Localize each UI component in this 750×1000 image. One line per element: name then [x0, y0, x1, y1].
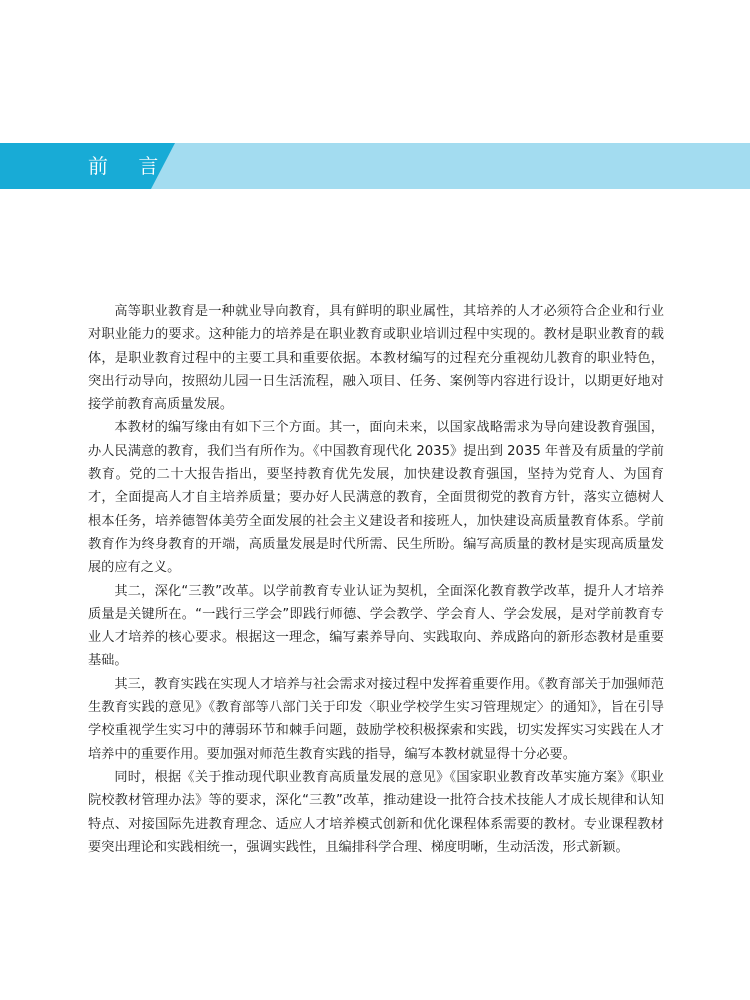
page-title: 前 言: [88, 154, 171, 178]
preface-body: [88, 300, 664, 859]
paragraph-3: 其二，深化“三教”改革。以学前教育专业认证为契机，全面深化教育教学改革，提升人才培养质量是关键所在。“一践行三学会”即践行师德、学会教学、学会育人、学会发展，是对学前教育专业人才培养的核心要求。根据这一理念，编写素养导向、实践取向、养成路向的新形态教材是重要基础。: [88, 583, 664, 669]
paragraph-4: 其三，教育实践在实现人才培养与社会需求对接过程中发挥着重要作用。《教育部关于加强师范生教育实践的意见》《教育部等八部门关于印发〈职业学校学生实习管理规定〉的通知》，旨在引导学校重视学生实习中的薄弱环节和棘手问题，鼓励学校积极探索和实践，切实发挥实习实践在人才培养中的重要作用。要加强对师范生教育实践的指导，编写本教材就显得十分必要。: [88, 676, 664, 762]
paragraph-2: 本教材的编写缘由有如下三个方面。其一，面向未来，以国家战略需求为导向建设教育强国，办人民满意的教育，我们当有所作为。《中国教育现代化 2035》提出到 2035 年普及有质量的学前教育。党的二十大报告指出，要坚持教育优先发展，加快建设教育强国，坚持为党育人、为国育才，全面提高人才自主培养质量；要办好人民满意的教育，全面贯彻党的教育方针，落实立德树人根本任务，培养德智体美劳全面发展的社会主义建设者和接班人，加快建设高质量教育体系。学前教育作为终身教育的开端，高质量发展是时代所需、民生所盼。编写高质量的教材是实现高质量发展的应有之义。: [88, 420, 664, 576]
paragraph-5: 同时，根据《关于推动现代职业教育高质量发展的意见》《国家职业教育改革实施方案》《职业院校教材管理办法》等的要求，深化“三教”改革，推动建设一批符合技术技能人才成长规律和认知特点、对接国际先进教育理念、适应人才培养模式创新和优化课程体系需要的教材。专业课程教材要突出理论和实践相统一，强调实践性，且编排科学合理、梯度明晰，生动活泼，形式新颖。: [88, 769, 664, 855]
paragraph-1: 高等职业教育是一种就业导向教育，具有鲜明的职业属性，其培养的人才必须符合企业和行业对职业能力的要求。这种能力的培养是在职业教育或职业培训过程中实现的。教材是职业教育的载体，是职业教育过程中的主要工具和重要依据。本教材编写的过程充分重视幼儿教育的职业特色，突出行动导向，按照幼儿园一日生活流程，融入项目、任务、案例等内容进行设计，以期更好地对接学前教育高质量发展。: [88, 304, 664, 413]
preface-banner: [0, 143, 750, 189]
